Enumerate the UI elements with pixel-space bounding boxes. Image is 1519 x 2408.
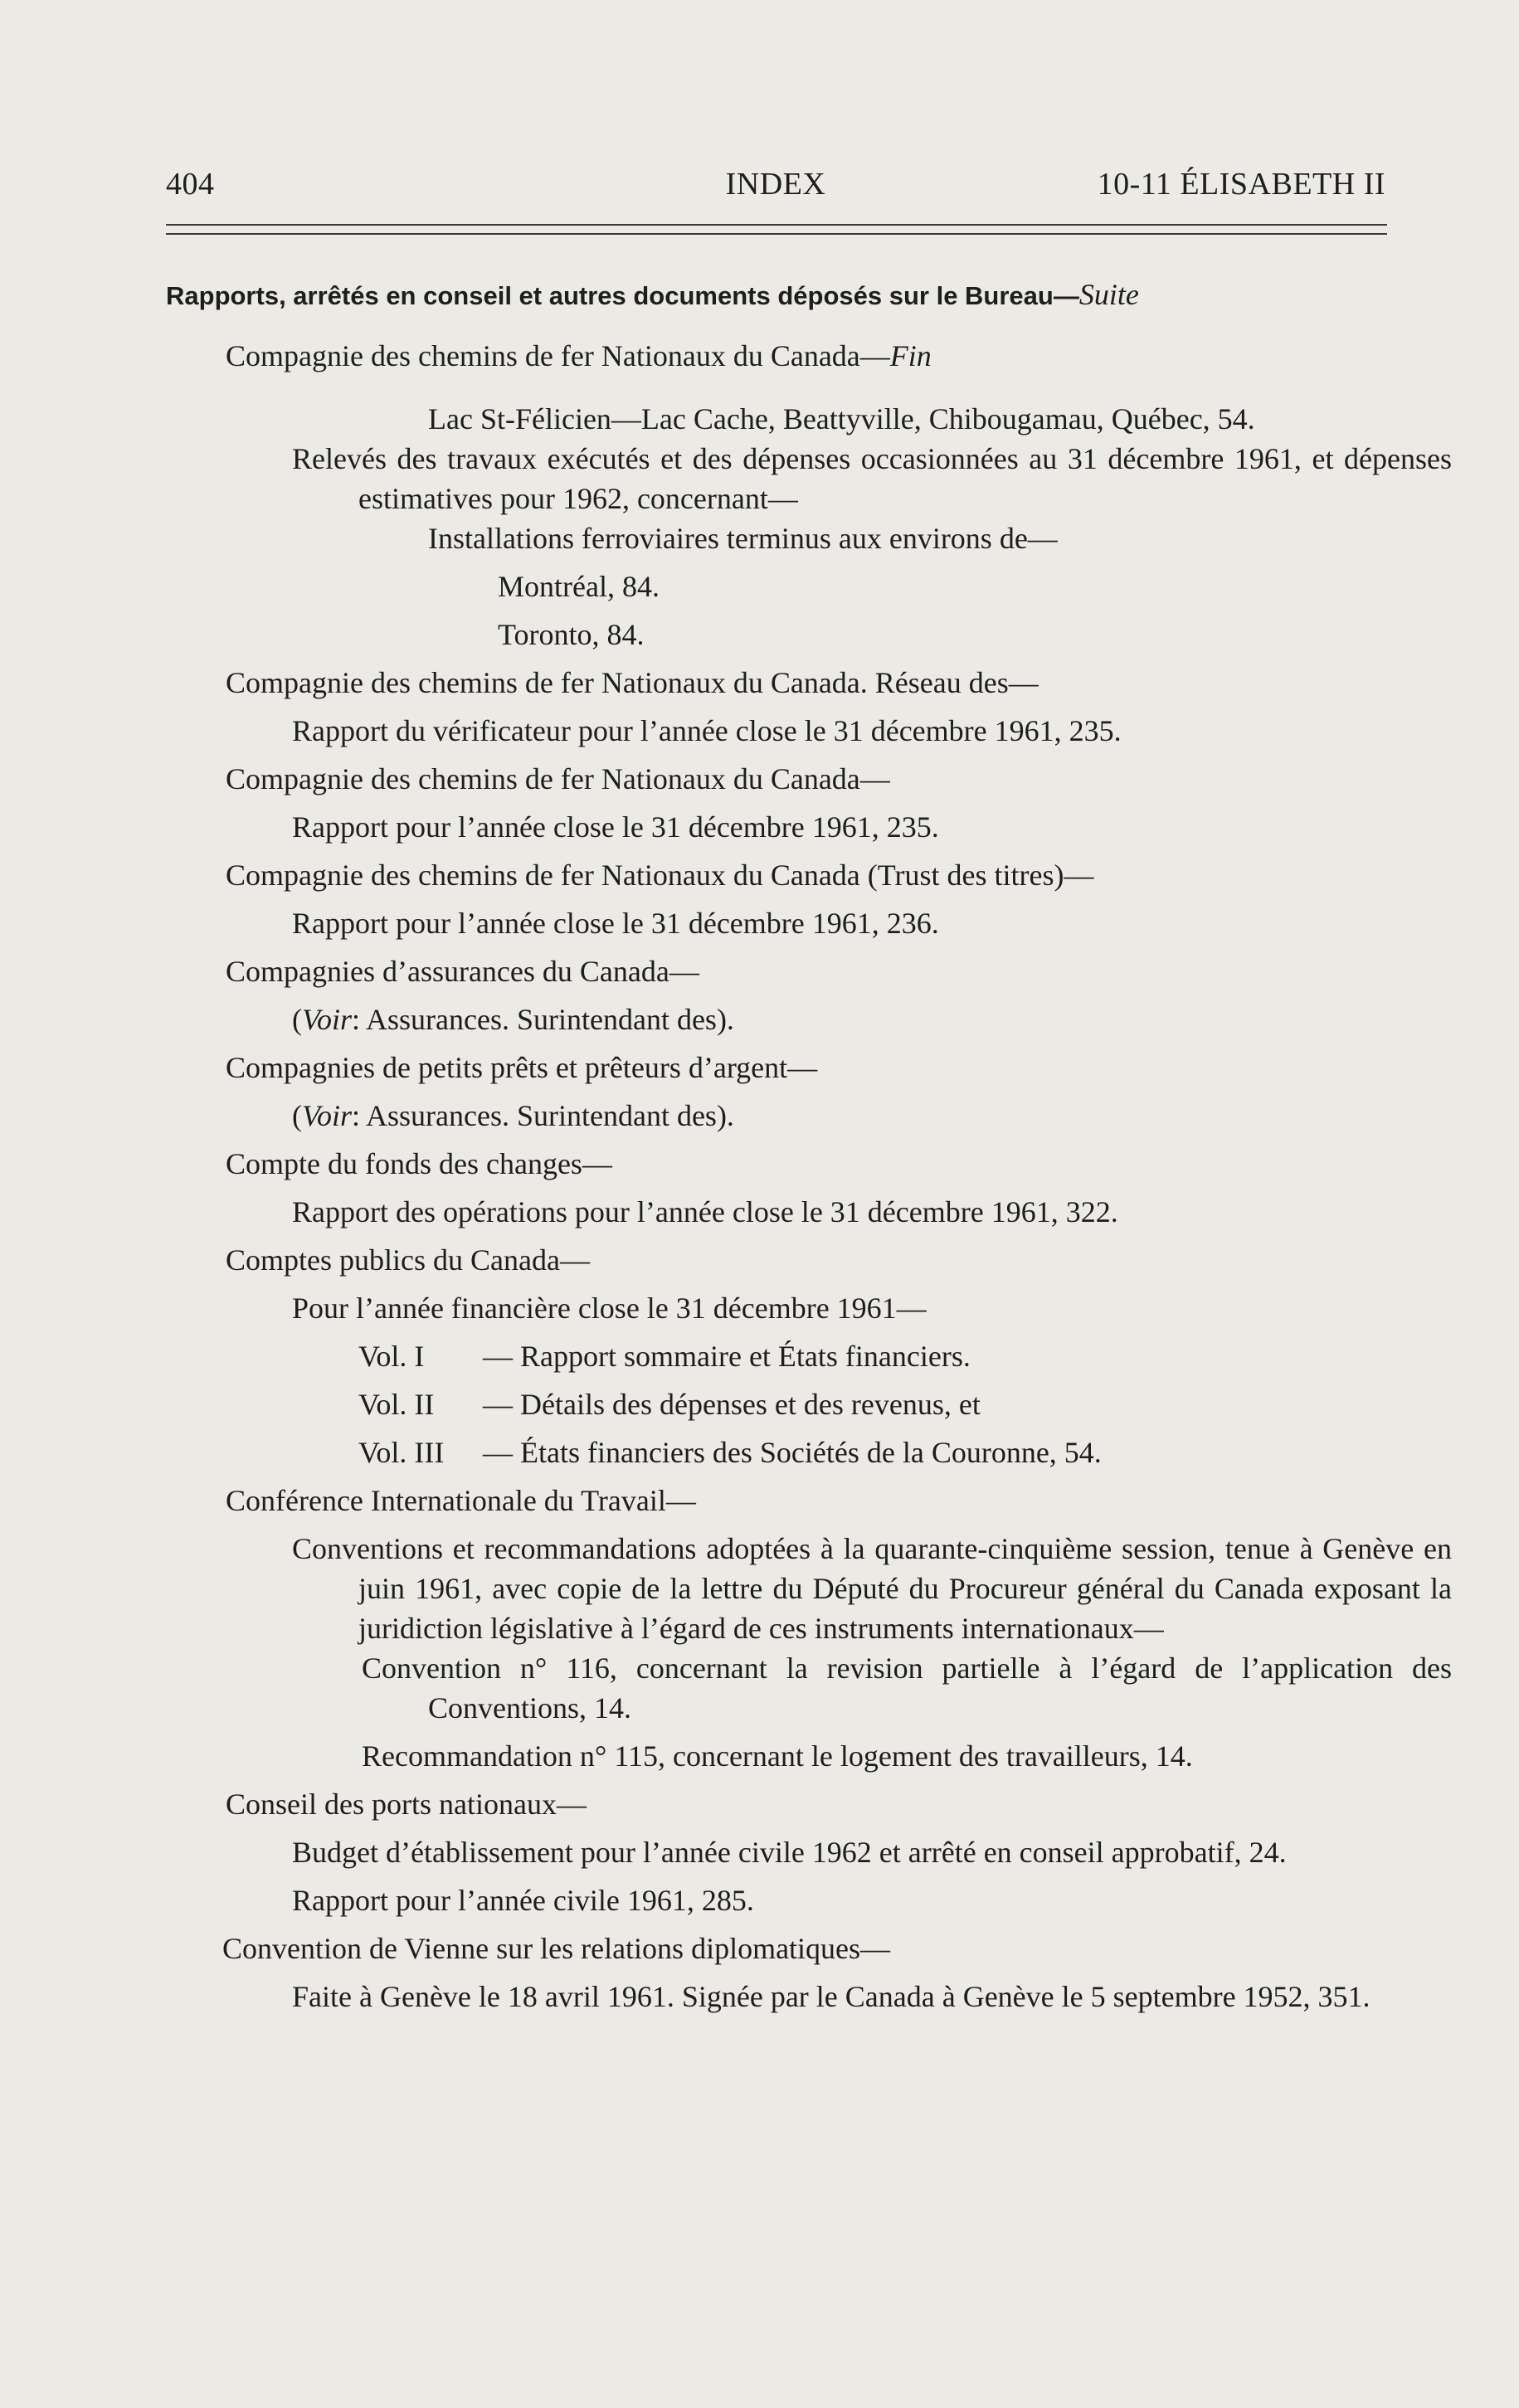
page-header: [166, 166, 1385, 216]
index-subentry: Installations ferroviaires terminus aux environs de—: [428, 522, 1058, 555]
index-subentry: Montréal, 84.: [498, 570, 660, 603]
header-rule-bottom: [166, 233, 1387, 235]
index-subentry: Rapport pour l’année close le 31 décembre 1961, 235.: [292, 810, 939, 844]
section-heading-text: Rapports, arrêtés en conseil et autres documents déposés sur le Bureau—: [166, 281, 1079, 310]
index-entry-title: Convention de Vienne sur les relations diplomatiques—: [222, 1932, 891, 1965]
index-subentry: Convention n° 116, concernant la revision partielle à l’égard de l’application des Conventions, 14.: [362, 1652, 1452, 1725]
index-entry-title: Compagnies de petits prêts et prêteurs d’argent—: [226, 1051, 818, 1084]
index-subentry: Conventions et recommandations adoptées à la quarante-cinquième session, tenue à Genève en juin 1961, avec copie de la lettre du Député du Procureur général du Canada exposant la juridiction législative à l’égard de ces instruments internationaux—: [292, 1532, 1452, 1645]
entry-text: : Assurances. Surintendant des).: [352, 1099, 734, 1132]
index-entry-title: Compagnie des chemins de fer Nationaux du Canada. Réseau des—: [226, 666, 1039, 699]
running-title-right: 10-11 ÉLISABETH II: [1097, 167, 1385, 202]
volume-number: Vol. I: [358, 1340, 425, 1373]
index-entry-title: Compagnie des chemins de fer Nationaux du Canada—: [226, 762, 890, 795]
entry-fin: Fin: [889, 339, 932, 372]
section-heading-suite: Suite: [1078, 278, 1139, 311]
index-subentry: Toronto, 84.: [498, 618, 645, 651]
index-entry-title: Compagnies d’assurances du Canada—: [226, 955, 699, 988]
running-title: INDEX: [725, 167, 826, 202]
index-subentry: (Voir: Assurances. Surintendant des).: [292, 1003, 734, 1036]
index-subentry: Faite à Genève le 18 avril 1961. Signée par le Canada à Genève le 5 septembre 1952, 351.: [292, 1980, 1371, 2013]
index-entry-title: [226, 336, 1385, 376]
header-rule-top: [166, 224, 1387, 226]
entry-text: : Assurances. Surintendant des).: [352, 1003, 734, 1036]
index-subentry: Pour l’année financière close le 31 décembre 1961—: [292, 1292, 927, 1325]
page-number: 404: [166, 167, 215, 202]
index-subentry: Rapport du vérificateur pour l’année close le 31 décembre 1961, 235.: [292, 714, 1122, 747]
index-entry-title: Conseil des ports nationaux—: [226, 1788, 587, 1821]
index-subentry: Lac St-Félicien—Lac Cache, Beattyville, Chibougamau, Québec, 54.: [428, 402, 1255, 435]
index-body: [0, 336, 1519, 2016]
volume-line: [358, 1433, 1385, 1472]
index-subentry: Recommandation n° 115, concernant le logement des travailleurs, 14.: [362, 1739, 1193, 1773]
index-entry-title: Conférence Internationale du Travail—: [226, 1484, 696, 1517]
index-subentry: Budget d’établissement pour l’année civile 1962 et arrêté en conseil approbatif, 24.: [292, 1836, 1287, 1869]
index-subentry: Rapport pour l’année civile 1961, 285.: [292, 1884, 754, 1917]
voir-label: Voir: [302, 1003, 353, 1036]
index-subentry: Rapport des opérations pour l’année close le 31 décembre 1961, 322.: [292, 1195, 1118, 1228]
volume-line: [358, 1336, 1385, 1376]
index-entry-title: Compagnie des chemins de fer Nationaux du Canada (Trust des titres)—: [226, 859, 1094, 892]
volume-number: Vol. II: [358, 1388, 435, 1421]
volume-line: [358, 1384, 1385, 1424]
index-subentry: Relevés des travaux exécutés et des dépenses occasionnées au 31 décembre 1961, et dépenses estimatives pour 1962, concernant—: [292, 442, 1452, 515]
volume-title: — Détails des dépenses et des revenus, et: [483, 1388, 981, 1421]
section-heading: [166, 277, 1139, 312]
index-entry-title: Comptes publics du Canada—: [226, 1243, 590, 1277]
volume-title: — États financiers des Sociétés de la Couronne, 54.: [483, 1436, 1102, 1469]
index-subentry: (Voir: Assurances. Surintendant des).: [292, 1099, 734, 1132]
volume-number: Vol. III: [358, 1436, 445, 1469]
volume-title: — Rapport sommaire et États financiers.: [483, 1340, 971, 1373]
voir-label: Voir: [302, 1099, 353, 1132]
index-entry-title: Compte du fonds des changes—: [226, 1147, 612, 1180]
entry-text: Compagnie des chemins de fer Nationaux du Canada—: [226, 339, 890, 372]
index-subentry: Rapport pour l’année close le 31 décembre 1961, 236.: [292, 907, 939, 940]
